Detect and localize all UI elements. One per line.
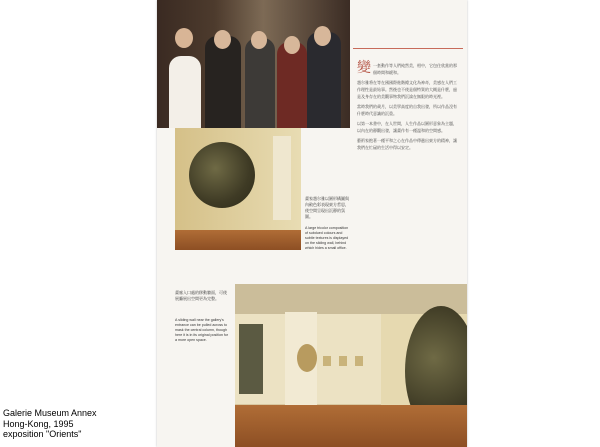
circular-painting (189, 142, 255, 208)
group-portrait-photo (157, 0, 350, 128)
gallery-hall-photo (235, 284, 467, 447)
article-intro: 一套動作等人們純然美，相中，它包住欣賞的那個時間和緩和。 (373, 63, 457, 75)
article-text (357, 62, 457, 154)
article-paragraph: 當時我們的歲月，以美學高度的自我出發，所以作品沒有什麼時代意識的沉重。 (357, 104, 457, 116)
gallery-circle-painting-photo (175, 128, 301, 250)
man-dark-suit (205, 36, 241, 128)
woman-red-outfit (277, 42, 307, 128)
article-paragraph: 趙尔雅将在等在國國際進階總文化為神奇，美感在人們工作理性是最始事。然後也不使是個特質的大概是什麼，過是及身存在的美觀事物我們沉淪在無限的時光裡。 (357, 80, 457, 99)
article-rule (353, 48, 463, 49)
woman-black-dress (245, 38, 275, 128)
woman-white-top (169, 56, 201, 128)
caption-line-location: Hong-Kong, 1995 (3, 418, 74, 429)
man-gray-suit (307, 32, 341, 128)
dark-painting-left (239, 324, 263, 394)
magazine-page (157, 0, 467, 447)
article-paragraph: 以第一本書中，在人世間，人生作品以圓形意象為主題，以內在的靜觀出發，讓畫作有一種溫和的空間感。 (357, 121, 457, 133)
caption-line-exhibition: exposition "Orients" (3, 429, 82, 439)
drop-cap: 變 (357, 60, 371, 76)
caption-top-english: A large tricolor composition of subdued colours and subtle textures is displayed on the sliding wall, behind which hides a small office. (305, 226, 349, 250)
caption-top-chinese: 畫家趙尔雅以圓形構圖與內斂色彩表現東方哲思，使空間呈現出沉靜的氛圍。 (305, 196, 349, 219)
image-caption (3, 408, 97, 440)
caption-bottom-chinese: 畫廊入口處的移動牆面，可使展廳展出空間更為完整。 (175, 290, 227, 301)
caption-line-gallery: Galerie Museum Annex (3, 408, 97, 418)
caption-bottom-english: A sliding wall near the gallery's entrance can be pulled across to mask the central column, though here it is in its original position for a more open space. (175, 318, 229, 342)
article-paragraph: 藝術家抱著一種平和之心在作品中傳遞出東方的精神，讓我們在忙碌的生活中得以安定。 (357, 138, 457, 150)
